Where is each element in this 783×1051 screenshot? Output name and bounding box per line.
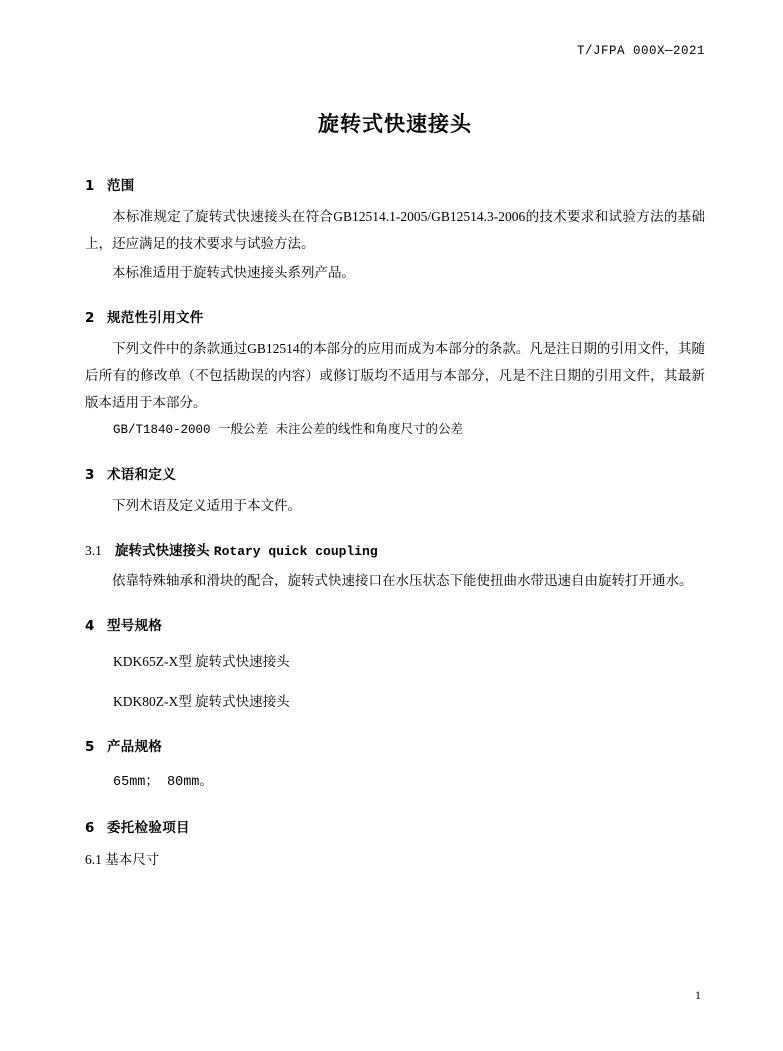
- paragraph-3-1: 下列术语及定义适用于本文件。: [112, 498, 301, 513]
- subsection-heading-3-1: [85, 539, 705, 559]
- term-label-english: Rotary quick coupling: [213, 544, 378, 559]
- section-title-3: 术语和定义: [107, 467, 176, 483]
- section-title-5: 产品规格: [107, 739, 163, 755]
- page-header-standard-code: T/JFPA 000X—2021: [576, 44, 705, 58]
- section-title-4: 型号规格: [107, 618, 163, 634]
- subsection-number-3-1: 3.1: [85, 543, 102, 558]
- section-number-4: 4: [85, 618, 95, 634]
- normative-reference-entry: GB/T1840-2000 一般公差 未注公差的线性和角度尺寸的公差: [113, 423, 464, 437]
- section-number-3: 3: [85, 467, 95, 483]
- product-specs: 65mm； 80mm。: [113, 774, 213, 790]
- section-heading-2: [85, 306, 705, 326]
- page-title: 旋转式快速接头: [318, 112, 472, 136]
- paragraph-1-1: 本标准规定了旋转式快速接头在符合GB12514.1-2005/GB12514.3-2006的技术要求和试验方法的基础上，还应满足的技术要求与试验方法。: [85, 209, 705, 251]
- section-title-2: 规范性引用文件: [107, 310, 204, 326]
- paragraph-1-2: 本标准适用于旋转式快速接头系列产品。: [112, 265, 355, 280]
- section-heading-3: [85, 463, 705, 483]
- section-number-1: 1: [85, 178, 95, 194]
- section-title-6: 委托检验项目: [107, 819, 190, 836]
- paragraph-2-1: 下列文件中的条款通过GB12514的本部分的应用而成为本部分的条款。凡是注日期的引用文件，其随后所有的修改单（不包括勘误的内容）或修订版均不适用与本部分，凡是不注日期的引用文件，其最新版本适用于本部分。: [85, 341, 705, 410]
- model-item-1: KDK65Z-X型 旋转式快速接头: [113, 653, 290, 669]
- section-number-6: 6: [85, 819, 95, 836]
- section-number-5: 5: [85, 739, 95, 755]
- section-heading-4: [85, 614, 705, 634]
- term-label: 旋转式快速接头: [115, 543, 210, 559]
- section-number-2: 2: [85, 310, 95, 326]
- model-item-2: KDK80Z-X型 旋转式快速接头: [113, 694, 290, 709]
- section-title-1: 范围: [107, 178, 135, 194]
- section-heading-5: [85, 735, 705, 755]
- document-body: [85, 108, 705, 868]
- subsection-heading-6-1: 6.1 基本尺寸: [85, 851, 160, 867]
- page-number: 1: [695, 988, 701, 1002]
- term-definition: 依靠特殊轴承和滑块的配合，旋转式快速接口在水压状态下能使扭曲水带迅速自由旋转打开通水。: [112, 573, 693, 588]
- section-heading-1: [85, 174, 705, 194]
- section-heading-6: [85, 816, 705, 836]
